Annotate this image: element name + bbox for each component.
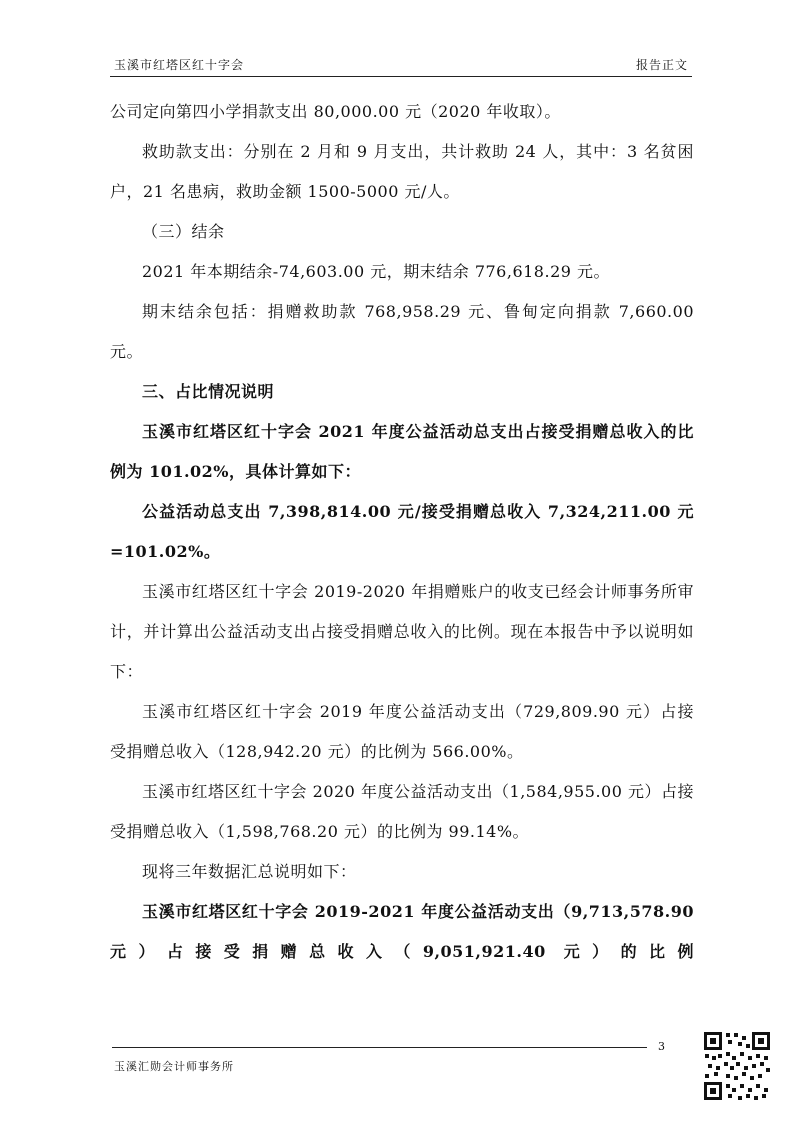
paragraph: 期末结余包括：捐赠救助款 768,958.29 元、鲁甸定向捐款 7,660.00 元。 — [110, 302, 694, 361]
paragraph: 公司定向第四小学捐款支出 80,000.00 元（2020 年收取）。 — [110, 102, 561, 121]
paragraph: 玉溪市红塔区红十字会 2019 年度公益活动支出（729,809.90 元）占接受捐赠总收入（128,942.20 元）的比例为 566.00%。 — [110, 702, 694, 761]
footer-divider — [112, 1047, 647, 1048]
section-subheading: （三）结余 — [142, 222, 225, 241]
qr-code-icon — [702, 1030, 772, 1102]
header-section-label: 报告正文 — [635, 58, 688, 72]
paragraph: 玉溪市红塔区红十字会 2019-2020 年捐赠账户的收支已经会计师事务所审计，并计算出公益活动支出占接受捐赠总收入的比例。现在本报告中予以说明如下： — [110, 582, 694, 681]
paragraph: 玉溪市红塔区红十字会 2019-2021 年度公益活动支出（9,713,578.90 元）占接受捐赠总收入（9,051,921.40 元）的比例 — [110, 902, 694, 961]
page-header — [110, 46, 692, 77]
document-body — [110, 92, 694, 972]
footer-firm-name: 玉溪汇勋会计师事务所 — [114, 1060, 234, 1073]
paragraph: 玉溪市红塔区红十字会 2021 年度公益活动总支出占接受捐赠总收入的比例为 101.02%，具体计算如下： — [110, 422, 694, 481]
paragraph: 救助款支出：分别在 2 月和 9 月支出，共计救助 24 人，其中：3 名贫困户，21 名患病，救助金额 1500-5000 元/人。 — [110, 142, 694, 201]
section-heading: 三、占比情况说明 — [142, 382, 275, 401]
page-number: 3 — [658, 1040, 665, 1053]
paragraph: 2021 年本期结余-74,603.00 元，期末结余 776,618.29 元。 — [142, 262, 611, 281]
calculation-formula: 公益活动总支出 7,398,814.00 元/接受捐赠总收入 7,324,211.00 元=101.02%。 — [110, 502, 694, 561]
header-organization: 玉溪市红塔区红十字会 — [114, 58, 245, 72]
paragraph: 现将三年数据汇总说明如下： — [142, 862, 357, 881]
paragraph: 玉溪市红塔区红十字会 2020 年度公益活动支出（1,584,955.00 元）占接受捐赠总收入（1,598,768.20 元）的比例为 99.14%。 — [110, 782, 694, 841]
